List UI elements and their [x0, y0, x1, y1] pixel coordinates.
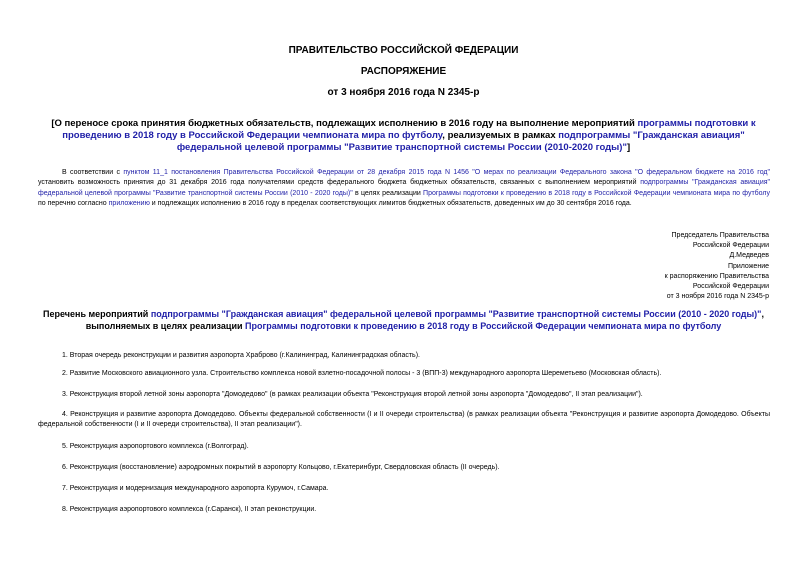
document-title — [30, 118, 777, 154]
body-text-3: в целях реализации — [352, 189, 424, 197]
list-title-link-subprogram[interactable]: подпрограммы "Гражданская авиация" федеральной целевой программы "Развитие транспортной системы России (2010 - 2020 годы)" — [150, 309, 762, 319]
signature-line-name: Д.Медведев — [729, 252, 769, 260]
appendix-line-country: Российской Федерации — [692, 283, 769, 291]
title-text-3: ] — [626, 142, 631, 153]
title-link-civil-aviation-subprogram[interactable]: подпрограммы "Гражданская авиация" федеральной целевой программы "Развитие транспортной системы России (2010-2020 годы)" — [176, 130, 745, 153]
list-item-text: 5. Реконструкция аэропортового комплекса (г.Волгоград). — [62, 443, 249, 450]
list-item-text: 2. Развитие Московского авиационного узла. Строительство комплекса новой взлетно-посадочной полосы - 3 (ВПП-3) международного аэропорта Шереметьево (Московская область). — [62, 370, 662, 377]
list-item — [38, 484, 770, 494]
title-link-world-cup-program[interactable]: программы подготовки к проведению в 2018 году в Российской Федерации чемпионата мира по футболу — [62, 118, 756, 141]
list-item — [38, 351, 770, 361]
body-text-2: установить возможность принятия до 31 декабря 2016 года получателями средств федерального бюджета бюджетных обязательств, связанных с выполнением мероприятий — [38, 179, 641, 187]
list-item — [38, 390, 770, 400]
appendix-line-order: к распоряжению Правительства — [664, 272, 769, 280]
list-item-text: 1. Вторая очередь реконструкции и развития аэропорта Храброво (г.Калининград, Калининградская область). — [62, 352, 420, 359]
list-item-text: 7. Реконструкция и модернизация международного аэропорта Курумоч, г.Самара. — [62, 485, 329, 492]
signature-line-country: Российской Федерации — [692, 242, 769, 250]
body-link-world-cup-program[interactable]: Программы подготовки к проведению в 2018 году в Российской Федерации чемпионата мира по футболу — [423, 189, 770, 197]
signature-line-position: Председатель Правительства — [671, 232, 769, 239]
body-link-appendix[interactable]: приложению — [108, 200, 150, 208]
list-item — [38, 442, 770, 452]
body-text-1: В соответствии с — [62, 169, 124, 176]
title-text-2: , реализуемых в рамках — [442, 130, 559, 141]
list-item-text: 4. Реконструкция и развитие аэропорта Домодедово. Объекты федеральной собственности (I и II очереди строительства) (в рамках реализации объекта "Реконструкция и развитие аэропорта Домодедово. Объекты федеральной собственности (I и II очереди строительства), II этап реализации"). — [38, 411, 770, 429]
appendix-label: Приложение — [727, 262, 769, 270]
list-item — [38, 505, 770, 515]
document-date-number: от 3 ноября 2016 года N 2345-р — [327, 87, 480, 98]
list-item-text: 3. Реконструкция второй летной зоны аэропорта "Домодедово" (в рамках реализации объекта "Реконструкция второй летной зоны аэропорта "Домодедово", II этап реализации"). — [62, 391, 643, 398]
body-paragraph — [38, 168, 770, 210]
document-type-heading: РАСПОРЯЖЕНИЕ — [360, 66, 447, 77]
list-item — [38, 369, 770, 379]
list-title-text-1: Перечень мероприятий — [43, 309, 151, 319]
list-title — [30, 309, 777, 332]
body-link-resolution-1456[interactable]: пунктом 11_1 постановления Правительства Российской Федерации от 28 декабря 2015 года N 1456 "О мерах по реализации Федерального закона "О федеральном бюджете на 2016 год" — [123, 169, 770, 176]
body-text-4: по перечню согласно — [38, 200, 109, 208]
list-item-text: 6. Реконструкция (восстановление) аэродромных покрытий в аэропорту Кольцово, г.Екатеринбург, Свердловская область (II очередь). — [62, 464, 500, 471]
list-item — [38, 463, 770, 473]
list-item — [38, 410, 770, 431]
list-title-link-world-cup-program[interactable]: Программы подготовки к проведению в 2018 году в Российской Федерации чемпионата мира по футболу — [245, 320, 722, 331]
signature-block — [519, 231, 769, 302]
government-heading: ПРАВИТЕЛЬСТВО РОССИЙСКОЙ ФЕДЕРАЦИИ — [288, 45, 519, 56]
list-item-text: 8. Реконструкция аэропортового комплекса (г.Саранск), II этап реконструкции. — [62, 506, 317, 513]
body-link-civil-aviation-subprogram[interactable]: подпрограммы "Гражданская авиация" федеральной целевой программы "Развитие транспортной системы России (2010 - 2020 годы)" — [38, 179, 771, 197]
title-text-1: [О переносе срока принятия бюджетных обязательств, подлежащих исполнению в 2016 году на выполнение мероприятий — [51, 118, 638, 129]
appendix-line-date: от 3 ноября 2016 года N 2345-р — [666, 293, 769, 301]
body-text-5: и подлежащих исполнению в 2016 году в пределах соответствующих лимитов бюджетных обязательств, доведенных им до 30 сентября 2016 года. — [149, 200, 632, 208]
list-title-text-2: , выполняемых в целях реализации — [85, 309, 764, 331]
